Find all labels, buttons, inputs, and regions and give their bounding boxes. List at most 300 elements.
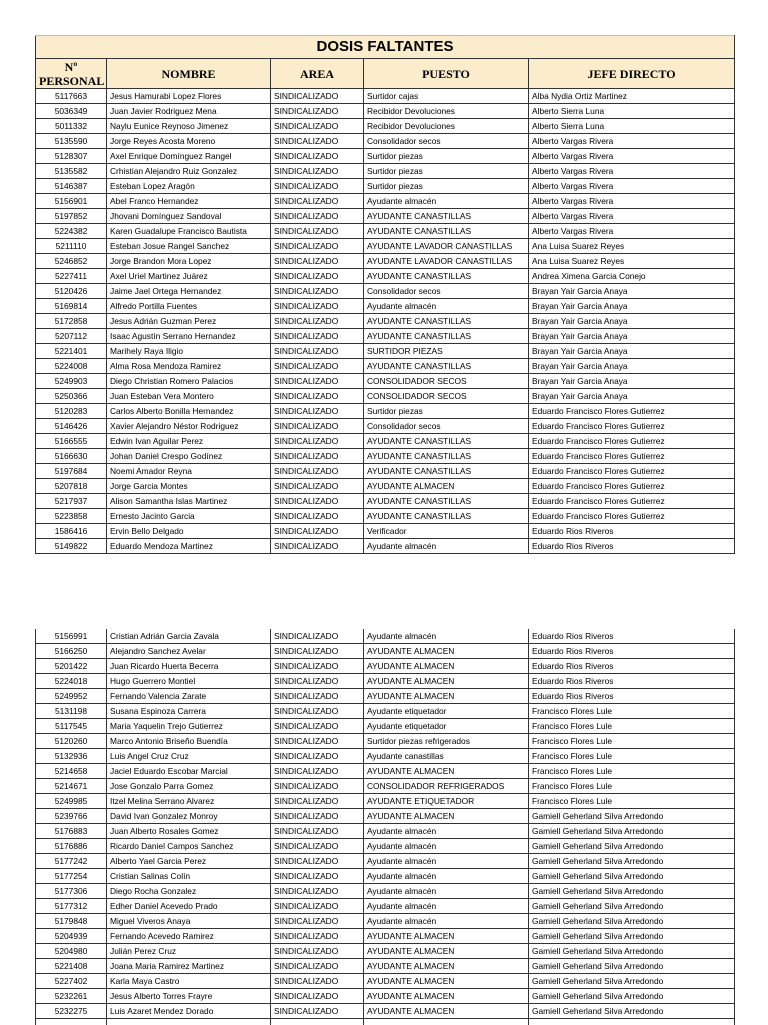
area-cell: SINDICALIZADO — [271, 389, 364, 404]
puesto-cell: AYUDANTE CANASTILLAS — [364, 449, 529, 464]
table-row — [36, 839, 735, 854]
area-cell: SINDICALIZADO — [271, 719, 364, 734]
puesto-cell: Consolidador secos — [364, 419, 529, 434]
puesto-cell: AYUDANTE ALMACEN — [364, 929, 529, 944]
table-row — [36, 869, 735, 884]
jefe-directo-cell: Andrea Ximena Garcia Conejo — [529, 269, 735, 284]
area-cell: SINDICALIZADO — [271, 974, 364, 989]
area-cell: SINDICALIZADO — [271, 929, 364, 944]
name-cell: Cristian Salinas Colín — [107, 869, 271, 884]
name-cell: Julián Perez Cruz — [107, 944, 271, 959]
jefe-directo-cell: Alberto Vargas Rivera — [529, 194, 735, 209]
area-cell: SINDICALIZADO — [271, 884, 364, 899]
jefe-directo-cell: Ana Luisa Suarez Reyes — [529, 239, 735, 254]
jefe-directo-cell: Alberto Vargas Rivera — [529, 209, 735, 224]
name-cell: Alberto Yael Garcia Perez — [107, 854, 271, 869]
puesto-cell: Ayudante almacén — [364, 854, 529, 869]
name-cell — [107, 1019, 271, 1025]
puesto-cell: Ayudante almacén — [364, 299, 529, 314]
table-row — [36, 479, 735, 494]
personal-number-cell: 5131198 — [36, 704, 107, 719]
personal-number-cell: 5120260 — [36, 734, 107, 749]
area-cell: SINDICALIZADO — [271, 824, 364, 839]
name-cell: Xavier Alejandro Néstor Rodriguez — [107, 419, 271, 434]
table-header-row — [36, 59, 735, 89]
table-row — [36, 389, 735, 404]
personal-number-cell: 5214671 — [36, 779, 107, 794]
area-cell: SINDICALIZADO — [271, 194, 364, 209]
puesto-cell: AYUDANTE ALMACEN — [364, 689, 529, 704]
table-row — [36, 704, 735, 719]
area-cell: SINDICALIZADO — [271, 434, 364, 449]
puesto-cell: Ayudante almacén — [364, 914, 529, 929]
personal-number-cell: 5239766 — [36, 809, 107, 824]
puesto-cell: AYUDANTE ALMACEN — [364, 959, 529, 974]
personal-number-cell: 5214658 — [36, 764, 107, 779]
area-cell: SINDICALIZADO — [271, 749, 364, 764]
table-row — [36, 314, 735, 329]
name-cell: Jaime Jael Ortega Hernandez — [107, 284, 271, 299]
personal-number-cell: 5227411 — [36, 269, 107, 284]
puesto-cell: Surtidor piezas — [364, 149, 529, 164]
puesto-cell: Verificador — [364, 524, 529, 539]
table-row — [36, 914, 735, 929]
name-cell: Abel Franco Hernandez — [107, 194, 271, 209]
personal-number-cell: 5169814 — [36, 299, 107, 314]
area-cell: SINDICALIZADO — [271, 494, 364, 509]
puesto-cell: AYUDANTE LAVADOR CANASTILLAS — [364, 254, 529, 269]
table-row — [36, 509, 735, 524]
personal-number-cell: 5197684 — [36, 464, 107, 479]
name-cell: Diego Christian Romero Palacios — [107, 374, 271, 389]
area-cell: SINDICALIZADO — [271, 404, 364, 419]
personal-number-cell: 5207818 — [36, 479, 107, 494]
area-cell: SINDICALIZADO — [271, 164, 364, 179]
personal-number-cell: 5177306 — [36, 884, 107, 899]
jefe-directo-cell: Alberto Sierra Luna — [529, 119, 735, 134]
jefe-directo-cell: Eduardo Francisco Flores Gutierrez — [529, 419, 735, 434]
jefe-directo-cell: Francisco Flores Lule — [529, 779, 735, 794]
name-cell: Jesus Alberto Torres Frayre — [107, 989, 271, 1004]
jefe-directo-cell: Gamiell Geherland Silva Arredondo — [529, 899, 735, 914]
table-row — [36, 449, 735, 464]
area-cell: SINDICALIZADO — [271, 449, 364, 464]
puesto-cell — [364, 1019, 529, 1025]
area-cell: SINDICALIZADO — [271, 464, 364, 479]
name-cell: Jorge Brandon Mora Lopez — [107, 254, 271, 269]
page-title: DOSIS FALTANTES — [36, 36, 735, 59]
jefe-directo-cell: Gamiell Geherland Silva Arredondo — [529, 854, 735, 869]
jefe-directo-cell: Eduardo Francisco Flores Gutierrez — [529, 464, 735, 479]
table-row — [36, 149, 735, 164]
jefe-directo-cell: Francisco Flores Lule — [529, 704, 735, 719]
personal-number-cell — [36, 1019, 107, 1025]
name-cell: Crhistian Alejandro Ruiz Gonzalez — [107, 164, 271, 179]
column-header-area: AREA — [271, 59, 364, 89]
table-row — [36, 749, 735, 764]
name-cell: Jorge Reyes Acosta Moreno — [107, 134, 271, 149]
jefe-directo-cell: Francisco Flores Lule — [529, 719, 735, 734]
table-row — [36, 434, 735, 449]
table-row — [36, 104, 735, 119]
table-row — [36, 404, 735, 419]
table-row — [36, 779, 735, 794]
area-cell — [271, 1019, 364, 1025]
area-cell: SINDICALIZADO — [271, 539, 364, 554]
name-cell: Edher Daniel Acevedo Prado — [107, 899, 271, 914]
personal-number-cell: 5146426 — [36, 419, 107, 434]
table-row — [36, 524, 735, 539]
puesto-cell: SURTIDOR PIEZAS — [364, 344, 529, 359]
puesto-cell: AYUDANTE CANASTILLAS — [364, 314, 529, 329]
name-cell: Jesus Hamurabi Lopez Flores — [107, 89, 271, 104]
name-cell: Esteban Lopez Aragón — [107, 179, 271, 194]
personal-number-cell: 5223858 — [36, 509, 107, 524]
puesto-cell: Ayudante canastillas — [364, 749, 529, 764]
jefe-directo-cell: Alberto Vargas Rivera — [529, 164, 735, 179]
personal-number-cell: 5156991 — [36, 629, 107, 644]
jefe-directo-cell: Brayan Yair Garcia Anaya — [529, 284, 735, 299]
doses-table-page-1 — [35, 35, 735, 554]
puesto-cell: Ayudante almacén — [364, 194, 529, 209]
personal-number-cell: 5166555 — [36, 434, 107, 449]
area-cell: SINDICALIZADO — [271, 524, 364, 539]
table-row — [36, 194, 735, 209]
jefe-directo-cell: Ana Luisa Suarez Reyes — [529, 254, 735, 269]
table-row — [36, 539, 735, 554]
area-cell: SINDICALIZADO — [271, 794, 364, 809]
puesto-cell: CONSOLIDADOR SECOS — [364, 374, 529, 389]
name-cell: Alejandro Sanchez Avelar — [107, 644, 271, 659]
area-cell: SINDICALIZADO — [271, 839, 364, 854]
area-cell: SINDICALIZADO — [271, 959, 364, 974]
table-row — [36, 134, 735, 149]
personal-number-cell: 5232275 — [36, 1004, 107, 1019]
table-row — [36, 239, 735, 254]
table-row — [36, 674, 735, 689]
table-row — [36, 119, 735, 134]
table-row — [36, 179, 735, 194]
area-cell: SINDICALIZADO — [271, 329, 364, 344]
name-cell: Jhovani Domínguez Sandoval — [107, 209, 271, 224]
puesto-cell: AYUDANTE CANASTILLAS — [364, 494, 529, 509]
table-row — [36, 989, 735, 1004]
column-header-jefe-directo: JEFE DIRECTO — [529, 59, 735, 89]
table-row — [36, 824, 735, 839]
puesto-cell: Ayudante almacén — [364, 629, 529, 644]
personal-number-cell: 5036349 — [36, 104, 107, 119]
name-cell: Naylu Eunice Reynoso Jimenez — [107, 119, 271, 134]
personal-number-cell: 5120283 — [36, 404, 107, 419]
table-row — [36, 254, 735, 269]
table-row — [36, 884, 735, 899]
name-cell: David Ivan Gonzalez Monroy — [107, 809, 271, 824]
personal-number-cell: 5179848 — [36, 914, 107, 929]
name-cell: Itzel Melina Serrano Alvarez — [107, 794, 271, 809]
personal-number-cell: 5176883 — [36, 824, 107, 839]
jefe-directo-cell: Francisco Flores Lule — [529, 764, 735, 779]
puesto-cell: AYUDANTE ALMACEN — [364, 974, 529, 989]
jefe-directo-cell: Alberto Vargas Rivera — [529, 179, 735, 194]
table-row — [36, 419, 735, 434]
puesto-cell: Surtidor cajas — [364, 89, 529, 104]
jefe-directo-cell: Gamiell Geherland Silva Arredondo — [529, 869, 735, 884]
personal-number-cell: 5204980 — [36, 944, 107, 959]
name-cell: Ernesto Jacinto Garcia — [107, 509, 271, 524]
area-cell: SINDICALIZADO — [271, 629, 364, 644]
table-row — [36, 329, 735, 344]
puesto-cell: Ayudante etiquetador — [364, 719, 529, 734]
puesto-cell: AYUDANTE ALMACEN — [364, 644, 529, 659]
name-cell: Jesus Adrián Guzman Perez — [107, 314, 271, 329]
puesto-cell: AYUDANTE ALMACEN — [364, 764, 529, 779]
column-header-puesto: PUESTO — [364, 59, 529, 89]
puesto-cell: CONSOLIDADOR REFRIGERADOS — [364, 779, 529, 794]
column-header-nombre: NOMBRE — [107, 59, 271, 89]
puesto-cell: Ayudante almacén — [364, 824, 529, 839]
area-cell: SINDICALIZADO — [271, 314, 364, 329]
personal-number-cell: 5176886 — [36, 839, 107, 854]
jefe-directo-cell: Brayan Yair Garcia Anaya — [529, 299, 735, 314]
puesto-cell: Ayudante almacén — [364, 884, 529, 899]
puesto-cell: AYUDANTE ALMACEN — [364, 659, 529, 674]
personal-number-cell: 5146387 — [36, 179, 107, 194]
personal-number-cell: 5011332 — [36, 119, 107, 134]
jefe-directo-cell: Eduardo Rios Riveros — [529, 539, 735, 554]
area-cell: SINDICALIZADO — [271, 944, 364, 959]
personal-number-cell: 5204939 — [36, 929, 107, 944]
name-cell: Luis Azaret Mendez Dorado — [107, 1004, 271, 1019]
area-cell: SINDICALIZADO — [271, 809, 364, 824]
area-cell: SINDICALIZADO — [271, 269, 364, 284]
name-cell: Fernando Acevedo Ramirez — [107, 929, 271, 944]
personal-number-cell: 5117545 — [36, 719, 107, 734]
personal-number-cell: 5197852 — [36, 209, 107, 224]
puesto-cell: Surtidor piezas — [364, 404, 529, 419]
area-cell: SINDICALIZADO — [271, 419, 364, 434]
jefe-directo-cell: Alba Nydia Ortiz Martinez — [529, 89, 735, 104]
jefe-directo-cell: Eduardo Rios Riveros — [529, 674, 735, 689]
jefe-directo-cell: Gamiell Geherland Silva Arredondo — [529, 989, 735, 1004]
personal-number-cell: 5221401 — [36, 344, 107, 359]
table-row — [36, 899, 735, 914]
name-cell: Alma Rosa Mendoza Ramirez — [107, 359, 271, 374]
jefe-directo-cell: Eduardo Rios Riveros — [529, 659, 735, 674]
table-row — [36, 959, 735, 974]
name-cell: Jose Gonzalo Parra Gomez — [107, 779, 271, 794]
name-cell: Karen Guadalupe Francisco Bautista — [107, 224, 271, 239]
name-cell: Juan Alberto Rosales Gomez — [107, 824, 271, 839]
personal-number-cell: 5232261 — [36, 989, 107, 1004]
jefe-directo-cell: Gamiell Geherland Silva Arredondo — [529, 974, 735, 989]
area-cell: SINDICALIZADO — [271, 854, 364, 869]
puesto-cell: Surtidor piezas — [364, 179, 529, 194]
personal-number-cell: 5177254 — [36, 869, 107, 884]
puesto-cell: Ayudante almacén — [364, 869, 529, 884]
puesto-cell: Surtidor piezas — [364, 164, 529, 179]
name-cell: Alfredo Portilla Fuentes — [107, 299, 271, 314]
puesto-cell: Ayudante etiquetador — [364, 704, 529, 719]
personal-number-cell: 5177242 — [36, 854, 107, 869]
name-cell: Maria Yaquelin Trejo Gutierrez — [107, 719, 271, 734]
personal-number-cell: 5227402 — [36, 974, 107, 989]
jefe-directo-cell: Eduardo Rios Riveros — [529, 524, 735, 539]
personal-number-cell: 1586416 — [36, 524, 107, 539]
table-row — [36, 494, 735, 509]
personal-number-cell: 5201422 — [36, 659, 107, 674]
name-cell: Noemi Amador Reyna — [107, 464, 271, 479]
jefe-directo-cell: Alberto Vargas Rivera — [529, 134, 735, 149]
puesto-cell: AYUDANTE ALMACEN — [364, 1004, 529, 1019]
area-cell: SINDICALIZADO — [271, 764, 364, 779]
column-header-personal: Nº PERSONAL — [36, 59, 107, 89]
puesto-cell: AYUDANTE CANASTILLAS — [364, 329, 529, 344]
name-cell: Susana Espinoza Carrera — [107, 704, 271, 719]
personal-number-cell: 5177312 — [36, 899, 107, 914]
personal-number-cell: 5217937 — [36, 494, 107, 509]
table-row — [36, 89, 735, 104]
puesto-cell: AYUDANTE LAVADOR CANASTILLAS — [364, 239, 529, 254]
table-row — [36, 164, 735, 179]
jefe-directo-cell: Brayan Yair Garcia Anaya — [529, 314, 735, 329]
personal-number-cell: 5128307 — [36, 149, 107, 164]
name-cell: Hugo Guerrero Montiel — [107, 674, 271, 689]
jefe-directo-cell: Eduardo Rios Riveros — [529, 644, 735, 659]
area-cell: SINDICALIZADO — [271, 119, 364, 134]
area-cell: SINDICALIZADO — [271, 359, 364, 374]
area-cell: SINDICALIZADO — [271, 989, 364, 1004]
area-cell: SINDICALIZADO — [271, 479, 364, 494]
table-row — [36, 689, 735, 704]
puesto-cell: AYUDANTE CANASTILLAS — [364, 464, 529, 479]
jefe-directo-cell: Francisco Flores Lule — [529, 794, 735, 809]
jefe-directo-cell: Francisco Flores Lule — [529, 734, 735, 749]
puesto-cell: AYUDANTE ALMACEN — [364, 944, 529, 959]
jefe-directo-cell: Eduardo Francisco Flores Gutierrez — [529, 404, 735, 419]
jefe-directo-cell: Gamiell Geherland Silva Arredondo — [529, 809, 735, 824]
name-cell: Cristian Adrián Garcia Zavala — [107, 629, 271, 644]
puesto-cell: Recibidor Devoluciones — [364, 104, 529, 119]
personal-number-cell: 5249903 — [36, 374, 107, 389]
area-cell: SINDICALIZADO — [271, 134, 364, 149]
personal-number-cell: 5249952 — [36, 689, 107, 704]
puesto-cell: Ayudante almacén — [364, 539, 529, 554]
personal-number-cell: 5246852 — [36, 254, 107, 269]
name-cell: Ricardo Daniel Campos Sanchez — [107, 839, 271, 854]
jefe-directo-cell: Eduardo Francisco Flores Gutierrez — [529, 449, 735, 464]
name-cell: Carlos Alberto Bonilla Hernandez — [107, 404, 271, 419]
personal-number-cell: 5249985 — [36, 794, 107, 809]
jefe-directo-cell: Alberto Vargas Rivera — [529, 149, 735, 164]
personal-number-cell: 5211110 — [36, 239, 107, 254]
personal-number-cell: 5120426 — [36, 284, 107, 299]
puesto-cell: Ayudante almacén — [364, 839, 529, 854]
jefe-directo-cell: Alberto Vargas Rivera — [529, 224, 735, 239]
puesto-cell: AYUDANTE ALMACEN — [364, 674, 529, 689]
area-cell: SINDICALIZADO — [271, 704, 364, 719]
personal-number-cell: 5132936 — [36, 749, 107, 764]
name-cell: Isaac Agustín Serrano Hernandez — [107, 329, 271, 344]
area-cell: SINDICALIZADO — [271, 209, 364, 224]
personal-number-cell: 5250366 — [36, 389, 107, 404]
name-cell: Diego Rocha Gonzalez — [107, 884, 271, 899]
table-row — [36, 719, 735, 734]
table-row — [36, 464, 735, 479]
puesto-cell: AYUDANTE ETIQUETADOR — [364, 794, 529, 809]
table-row — [36, 929, 735, 944]
name-cell: Joana Maria Ramirez Martinez — [107, 959, 271, 974]
area-cell: SINDICALIZADO — [271, 89, 364, 104]
table-row — [36, 659, 735, 674]
personal-number-cell: 5207112 — [36, 329, 107, 344]
jefe-directo-cell: Brayan Yair Garcia Anaya — [529, 374, 735, 389]
name-cell: Axel Uriel Martinez Juárez — [107, 269, 271, 284]
table-row — [36, 269, 735, 284]
puesto-cell: CONSOLIDADOR SECOS — [364, 389, 529, 404]
area-cell: SINDICALIZADO — [271, 254, 364, 269]
personal-number-cell: 5135582 — [36, 164, 107, 179]
area-cell: SINDICALIZADO — [271, 914, 364, 929]
puesto-cell: AYUDANTE ALMACEN — [364, 989, 529, 1004]
area-cell: SINDICALIZADO — [271, 644, 364, 659]
area-cell: SINDICALIZADO — [271, 674, 364, 689]
area-cell: SINDICALIZADO — [271, 509, 364, 524]
table-row — [36, 944, 735, 959]
area-cell: SINDICALIZADO — [271, 869, 364, 884]
name-cell: Alison Samantha Islas Martinez — [107, 494, 271, 509]
personal-number-cell: 5156901 — [36, 194, 107, 209]
personal-number-cell: 5166250 — [36, 644, 107, 659]
name-cell: Johan Daniel Crespo Godínez — [107, 449, 271, 464]
jefe-directo-cell: Brayan Yair Garcia Anaya — [529, 329, 735, 344]
table-row — [36, 644, 735, 659]
area-cell: SINDICALIZADO — [271, 779, 364, 794]
jefe-directo-cell: Eduardo Rios Riveros — [529, 629, 735, 644]
puesto-cell: AYUDANTE CANASTILLAS — [364, 509, 529, 524]
jefe-directo-cell: Gamiell Geherland Silva Arredondo — [529, 914, 735, 929]
puesto-cell: Consolidador secos — [364, 134, 529, 149]
puesto-cell: Surtidor piezas refrigerados — [364, 734, 529, 749]
table-row — [36, 629, 735, 644]
area-cell: SINDICALIZADO — [271, 299, 364, 314]
name-cell: Fernando Valencia Zarate — [107, 689, 271, 704]
name-cell: Juan Ricardo Huerta Becerra — [107, 659, 271, 674]
area-cell: SINDICALIZADO — [271, 224, 364, 239]
table-row-partial — [36, 1019, 735, 1025]
jefe-directo-cell: Gamiell Geherland Silva Arredondo — [529, 1004, 735, 1019]
jefe-directo-cell: Eduardo Francisco Flores Gutierrez — [529, 479, 735, 494]
jefe-directo-cell: Eduardo Francisco Flores Gutierrez — [529, 434, 735, 449]
personal-number-cell: 5135590 — [36, 134, 107, 149]
table-row — [36, 794, 735, 809]
area-cell: SINDICALIZADO — [271, 899, 364, 914]
name-cell: Marihely Raya Iligio — [107, 344, 271, 359]
name-cell: Ervin Bello Delgado — [107, 524, 271, 539]
name-cell: Edwin Ivan Aguilar Perez — [107, 434, 271, 449]
name-cell: Karla Maya Castro — [107, 974, 271, 989]
area-cell: SINDICALIZADO — [271, 374, 364, 389]
personal-number-cell: 5224008 — [36, 359, 107, 374]
jefe-directo-cell: Eduardo Francisco Flores Gutierrez — [529, 494, 735, 509]
table-row — [36, 299, 735, 314]
jefe-directo-cell: Brayan Yair Garcia Anaya — [529, 344, 735, 359]
area-cell: SINDICALIZADO — [271, 239, 364, 254]
table-row — [36, 224, 735, 239]
personal-number-cell: 5166630 — [36, 449, 107, 464]
personal-number-cell: 5221408 — [36, 959, 107, 974]
table-row — [36, 209, 735, 224]
name-cell: Jaciel Eduardo Escobar Marcial — [107, 764, 271, 779]
